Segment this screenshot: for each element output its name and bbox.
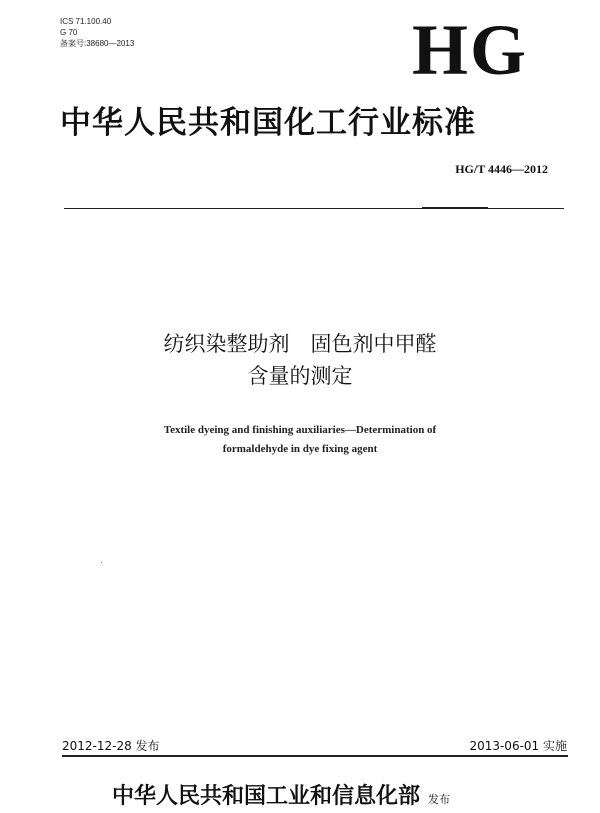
issuer-suffix: 发布 — [428, 793, 451, 806]
issue-date: 2012-12-28 发布 — [62, 739, 160, 753]
header-divider — [64, 208, 564, 209]
en-title-line2: formaldehyde in dye fixing agent — [222, 443, 378, 455]
scan-speck — [101, 562, 102, 563]
en-title-line1: Textile dyeing and finishing auxiliaries—Determination of — [163, 424, 437, 436]
implement-date: 2013-06-01 实施 — [469, 739, 567, 753]
hg-logo: HG — [412, 10, 529, 90]
cn-title-line1: 纺织染整助剂 固色剂中甲醛 — [163, 332, 437, 356]
classification-block — [60, 16, 134, 49]
ccs-code: G 70 — [60, 28, 78, 37]
standard-number: HG/T 4446—2012 — [455, 162, 548, 176]
record-number: 备案号:38680—2013 — [60, 39, 135, 48]
org-title: 中华人民共和国化工行业标准 — [60, 105, 476, 141]
header-divider-accent — [422, 207, 488, 209]
footer-divider — [62, 755, 568, 757]
issuer-name: 中华人民共和国工业和信息化部 — [112, 784, 421, 809]
issuer — [112, 784, 450, 813]
cn-title-line2: 含量的测定 — [247, 364, 353, 388]
ics-code: ICS 71.100.40 — [60, 17, 112, 26]
